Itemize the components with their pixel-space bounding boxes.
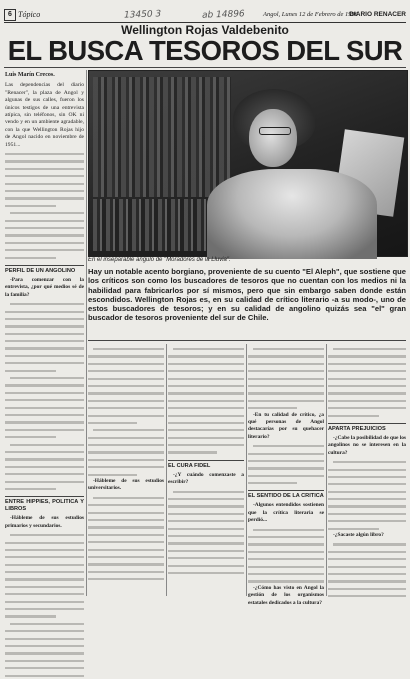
page-number: 6 <box>4 9 16 21</box>
question-hippies: -Hábleme de sus estudios primarios y secundarios. <box>5 515 84 529</box>
article-lead: Las dependencias del diario "Renacer", la plaza de Angol y algunas de sus calles, fueron los únicos testigos de una entrevista atípica, sin teléfonos, sin OK ni vendo y en un ambiente agradable, con la que Wellington Rojas hijo de Angol nacido en noviembre de 1951... <box>5 82 84 148</box>
column-3 <box>168 344 244 596</box>
question-critica: -Algunos entendidos sostienen que la crítica literaria se perdió... <box>248 502 324 524</box>
deck-rule <box>88 340 406 341</box>
column-divider <box>86 70 87 596</box>
section-title-hippies: ENTRE HIPPIES, POLITICA Y LIBROS <box>5 496 84 513</box>
column-5 <box>328 344 406 596</box>
page-header <box>4 8 406 23</box>
photo-caption: En el inseparable angulo de "Moradores de la Lluvia". <box>88 257 231 263</box>
section-title-perfil: PERFIL DE UN ANGOLINO <box>5 265 84 275</box>
question-alternativas: -En tu calidad de crítico, ¿a qué personas de Angol destacarías por su quehacer literario? <box>248 411 324 440</box>
column-divider-4 <box>326 344 327 596</box>
portrait-face <box>249 109 297 167</box>
newspaper-name: DIARIO RENACER <box>349 11 406 18</box>
article-photo <box>88 70 408 257</box>
article-kicker: Wellington Rojas Valdebenito <box>121 23 289 37</box>
column-1 <box>5 70 84 596</box>
handwritten-note-1: 13450 3 <box>123 9 162 21</box>
article-deck: Hay un notable acento borgiano, proveniente de su cuento "El Aleph", que sostiene que los críticos son como los buscadores de tesoros que no cuentan con los medios ni la habilidad para fabricarlos por sí mismos, pero que sin embargo saben donde están escondidos. Wellington Rojas es, en su calidad de crítico literario -a su modo-, uno de estos buscadores de tesoros; y en su calidad de angolino quizás sea "el" gran buscador de tesoros proveniente del sur de Chile. <box>88 267 406 323</box>
dateline: Angol, Lunes 12 de Febrero de 1996 <box>262 11 358 18</box>
section-title-cura: EL CURA FIDEL <box>168 460 244 470</box>
question-libro: -¿Sacaste algún libro? <box>333 532 384 539</box>
column-divider-2 <box>166 344 167 596</box>
handwritten-note-2: ab 14896 <box>201 9 245 21</box>
section-name: Tópico <box>18 10 41 19</box>
column-4 <box>248 344 324 606</box>
question-gestion: -¿Cómo has visto en Angol la gestión de los organismos estatales dedicados a la cultura? <box>248 584 324 606</box>
column-divider-3 <box>246 344 247 596</box>
section-title-critica: EL SENTIDO DE LA CRITICA <box>248 490 324 500</box>
article-headline: EL BUSCA TESOROS DEL SUR <box>7 35 403 66</box>
question-perfil: -Para comenzar con la entrevista, ¿por qué medios sé de la familia? <box>5 276 84 298</box>
headline-rule <box>4 67 406 68</box>
column-2 <box>88 344 164 596</box>
question-prejuicios: -¿Cabe la posibilidad de que los angolinos no se interesen en la cultura? <box>328 434 406 456</box>
article-byline: Luis Marín Crecos. <box>5 72 55 78</box>
question-cura: -¿Y cuándo comenzaste a escribir? <box>168 471 244 486</box>
bookshelf-graphic <box>93 77 231 197</box>
section-title-prejuicios: APARTA PREJUICIOS <box>328 423 406 433</box>
question-universitarios: -Hábleme de sus estudios universitarios. <box>88 478 164 492</box>
